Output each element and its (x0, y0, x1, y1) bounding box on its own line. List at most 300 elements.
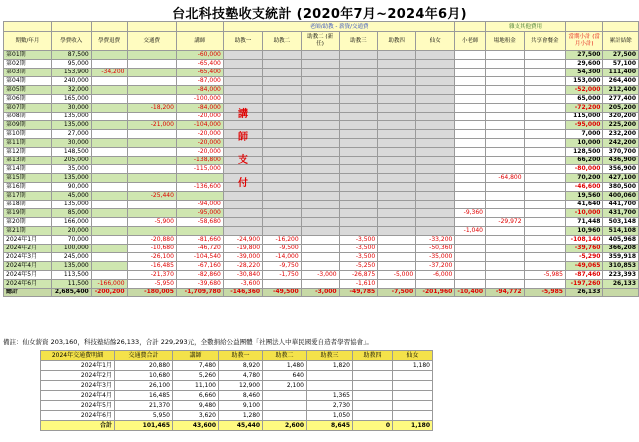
table-cell (378, 130, 416, 139)
table-row (4, 68, 639, 77)
table-cell (486, 165, 525, 174)
table-cell (301, 138, 339, 147)
table-cell: -20,000 (176, 147, 223, 156)
transport-cell (393, 411, 433, 421)
table-cell (301, 103, 339, 112)
table-cell (91, 156, 127, 165)
table-cell (455, 103, 486, 112)
transport-cell (393, 371, 433, 381)
period-label: 2024年1月 (4, 235, 52, 244)
table-cell (486, 209, 525, 218)
table-cell (176, 191, 223, 200)
table-cell (91, 209, 127, 218)
table-cell (223, 218, 262, 227)
table-cell (339, 130, 378, 139)
table-cell (127, 226, 176, 235)
table-cell (339, 226, 378, 235)
table-cell (524, 209, 565, 218)
table-row (4, 59, 639, 68)
table-cell: 135,000 (51, 112, 91, 121)
period-label: 第13期 (4, 156, 52, 165)
table-cell (127, 165, 176, 174)
table-cell (301, 86, 339, 95)
table-cell (486, 147, 525, 156)
period-label: 第19期 (4, 209, 52, 218)
column-header: 交通費 (127, 32, 176, 51)
table-cell (223, 209, 262, 218)
period-label: 2024年3月 (4, 253, 52, 262)
column-header: 助教一 (223, 32, 262, 51)
table-cell (486, 103, 525, 112)
period-label: 第15期 (4, 174, 52, 183)
table-cell (223, 226, 262, 235)
table-cell (486, 77, 525, 86)
period-label: 2024年4月 (4, 262, 52, 271)
table-cell: -20,880 (127, 235, 176, 244)
table-cell: -39,760 (565, 244, 603, 253)
total-cell: -1,709,780 (176, 288, 223, 297)
table-cell (416, 147, 455, 156)
column-header: 講師 (176, 32, 223, 51)
table-cell: -25,440 (127, 191, 176, 200)
table-cell (524, 218, 565, 227)
table-cell: -14,000 (263, 253, 302, 262)
table-cell (339, 218, 378, 227)
table-cell (455, 174, 486, 183)
table-cell: 245,000 (51, 253, 91, 262)
total-label: 總計 (4, 288, 52, 297)
table-cell (378, 191, 416, 200)
table-cell (486, 191, 525, 200)
table-row (4, 262, 639, 271)
table-cell (486, 112, 525, 121)
table-cell (524, 174, 565, 183)
period-label: 第05期 (4, 86, 52, 95)
table-cell (378, 200, 416, 209)
table-cell (91, 112, 127, 121)
table-cell: -16,200 (263, 235, 302, 244)
table-cell (91, 121, 127, 130)
table-cell (263, 86, 302, 95)
table-cell (416, 218, 455, 227)
table-cell (301, 244, 339, 253)
transport-total-row (41, 421, 433, 431)
table-cell: 87,500 (51, 51, 91, 60)
table-cell: -104,000 (176, 121, 223, 130)
table-cell (91, 94, 127, 103)
transport-cell (353, 381, 393, 391)
table-cell (455, 270, 486, 279)
header-blank (176, 22, 223, 32)
table-cell (176, 226, 223, 235)
table-cell (263, 218, 302, 227)
table-cell (176, 174, 223, 183)
paid-char: 支 (237, 155, 248, 167)
transport-cell: 21,370 (115, 401, 173, 411)
table-cell: -37,200 (416, 262, 455, 271)
table-cell (127, 112, 176, 121)
table-cell (378, 165, 416, 174)
transport-month: 2024年1月 (41, 361, 115, 371)
table-cell: -24,900 (223, 235, 262, 244)
table-cell (127, 156, 176, 165)
transport-cell: 7,480 (173, 361, 219, 371)
transport-cell: 10,680 (115, 371, 173, 381)
transport-cell: 5,950 (115, 411, 173, 421)
table-cell (263, 121, 302, 130)
table-cell (91, 191, 127, 200)
table-cell (455, 51, 486, 60)
table-row (4, 103, 639, 112)
total-cell: -7,500 (378, 288, 416, 297)
transport-month: 2024年4月 (41, 391, 115, 401)
transport-row (41, 361, 433, 371)
table-cell (416, 226, 455, 235)
table-cell: -39,680 (176, 279, 223, 288)
table-cell: -9,500 (263, 244, 302, 253)
table-cell (301, 59, 339, 68)
table-cell: 26,133 (603, 279, 639, 288)
total-cell: -5,985 (524, 288, 565, 297)
table-cell: 427,100 (603, 174, 639, 183)
table-row (4, 191, 639, 200)
table-cell (455, 262, 486, 271)
table-row (4, 165, 639, 174)
column-header: 共享會餐金 (524, 32, 565, 51)
table-cell: -5,985 (524, 270, 565, 279)
table-cell: -3,600 (223, 279, 262, 288)
transport-month: 2024年5月 (41, 401, 115, 411)
table-cell (378, 253, 416, 262)
total-cell (603, 288, 639, 297)
table-row (4, 94, 639, 103)
table-cell (378, 138, 416, 147)
table-cell (301, 218, 339, 227)
table-cell (263, 77, 302, 86)
table-cell (416, 51, 455, 60)
transport-cell (353, 411, 393, 421)
table-cell: -136,600 (176, 182, 223, 191)
transport-cell: 26,100 (115, 381, 173, 391)
table-cell: 10,000 (565, 138, 603, 147)
table-cell (378, 68, 416, 77)
table-row (4, 86, 639, 95)
table-cell (524, 59, 565, 68)
column-header: 期數/年月 (4, 32, 52, 51)
transport-column-header: 2024年交通費明細 (41, 351, 115, 361)
table-cell (416, 68, 455, 77)
table-cell: 148,500 (51, 147, 91, 156)
period-label: 第10期 (4, 130, 52, 139)
paid-char: 付 (237, 178, 248, 190)
total-cell: 2,685,400 (51, 288, 91, 297)
total-cell: -200,200 (91, 288, 127, 297)
table-cell: -72,200 (565, 103, 603, 112)
table-cell: 30,000 (51, 103, 91, 112)
table-cell: 27,500 (565, 51, 603, 60)
table-cell: 166,000 (51, 218, 91, 227)
transport-column-header: 講師 (173, 351, 219, 361)
table-cell: -9,750 (263, 262, 302, 271)
transport-total-cell: 45,440 (219, 421, 263, 431)
table-cell (416, 59, 455, 68)
table-cell: 66,200 (565, 156, 603, 165)
table-cell (455, 121, 486, 130)
table-cell: 264,400 (603, 77, 639, 86)
transport-cell: 9,100 (219, 401, 263, 411)
table-cell (301, 121, 339, 130)
transport-cell (353, 401, 393, 411)
table-cell: -81,660 (176, 235, 223, 244)
table-cell: -21,370 (127, 270, 176, 279)
table-cell (416, 182, 455, 191)
transport-column-header: 仙女 (393, 351, 433, 361)
table-cell (301, 226, 339, 235)
table-cell: -138,800 (176, 156, 223, 165)
table-cell (524, 77, 565, 86)
table-cell: -1,750 (263, 270, 302, 279)
transport-cell (307, 381, 353, 391)
table-row (4, 200, 639, 209)
table-cell: -29,972 (486, 218, 525, 227)
period-label: 第09期 (4, 121, 52, 130)
lecturer-paid-note (236, 103, 250, 195)
table-row (4, 156, 639, 165)
transport-cell: 1,050 (307, 411, 353, 421)
table-cell: -80,000 (565, 165, 603, 174)
table-cell (91, 59, 127, 68)
table-cell: -65,400 (176, 59, 223, 68)
table-cell (378, 59, 416, 68)
transport-cell: 2,730 (307, 401, 353, 411)
table-cell: -34,200 (91, 68, 127, 77)
transport-row (41, 381, 433, 391)
table-cell (486, 94, 525, 103)
table-cell: -28,220 (223, 262, 262, 271)
table-cell: -35,000 (416, 253, 455, 262)
table-cell (524, 130, 565, 139)
header-group-teacher: 老師/助教 - 薪資/交通費 (223, 22, 454, 32)
table-cell (339, 147, 378, 156)
table-cell (486, 51, 525, 60)
table-cell (91, 253, 127, 262)
table-cell: 165,000 (51, 94, 91, 103)
table-cell: 29,600 (565, 59, 603, 68)
table-cell (486, 121, 525, 130)
table-cell (301, 156, 339, 165)
table-cell: 205,200 (603, 103, 639, 112)
table-cell: -19,800 (223, 244, 262, 253)
column-header: 助教二 (263, 32, 302, 51)
period-label: 第02期 (4, 59, 52, 68)
table-cell (339, 86, 378, 95)
table-cell (301, 191, 339, 200)
table-cell (378, 226, 416, 235)
table-cell (455, 165, 486, 174)
table-cell (486, 182, 525, 191)
table-cell (455, 235, 486, 244)
transport-cell: 1,480 (263, 361, 307, 371)
table-cell (301, 77, 339, 86)
period-label: 第16期 (4, 182, 52, 191)
transport-total-label: 合計 (41, 421, 115, 431)
table-cell: 232,200 (603, 130, 639, 139)
table-cell (455, 68, 486, 77)
table-cell (486, 68, 525, 77)
table-cell (455, 59, 486, 68)
table-cell (263, 68, 302, 77)
table-cell (263, 59, 302, 68)
paid-char: 講 (237, 109, 248, 121)
table-cell (416, 130, 455, 139)
table-row (4, 174, 639, 183)
table-cell: -52,000 (565, 86, 603, 95)
table-cell: 212,400 (603, 86, 639, 95)
table-cell (91, 138, 127, 147)
table-cell: -94,000 (176, 200, 223, 209)
table-cell (339, 182, 378, 191)
column-header: 累計結餘 (603, 32, 639, 51)
table-cell (486, 138, 525, 147)
table-cell (301, 279, 339, 288)
table-cell: 11,500 (51, 279, 91, 288)
table-cell (378, 86, 416, 95)
table-cell (455, 244, 486, 253)
period-label: 第20期 (4, 218, 52, 227)
table-cell (91, 200, 127, 209)
transport-cell: 12,900 (219, 381, 263, 391)
table-cell (486, 226, 525, 235)
table-cell: 27,000 (51, 130, 91, 139)
table-cell (524, 253, 565, 262)
table-cell (91, 77, 127, 86)
table-cell (91, 51, 127, 60)
table-cell: 135,000 (51, 262, 91, 271)
page-title: 台北科技塾收支統計 (2020年7月~2024年6月) (172, 7, 467, 22)
column-header: 仙女 (416, 32, 455, 51)
table-cell: -10,000 (565, 209, 603, 218)
table-cell (486, 253, 525, 262)
table-cell: -30,840 (223, 270, 262, 279)
table-cell (378, 156, 416, 165)
table-cell (339, 59, 378, 68)
table-cell (127, 86, 176, 95)
table-cell: 128,500 (565, 147, 603, 156)
column-header: 小老師 (455, 32, 486, 51)
table-row (4, 279, 639, 288)
table-cell (416, 209, 455, 218)
table-cell (416, 165, 455, 174)
table-cell (524, 165, 565, 174)
table-cell (416, 156, 455, 165)
transport-total-cell: 8,645 (307, 421, 353, 431)
column-header: 助教二 (新任) (301, 32, 339, 51)
table-cell (301, 130, 339, 139)
table-cell (486, 200, 525, 209)
table-cell: -9,360 (455, 209, 486, 218)
table-cell (263, 279, 302, 288)
header-blank (603, 22, 639, 32)
table-cell (416, 77, 455, 86)
table-cell: -10,680 (127, 244, 176, 253)
table-cell (91, 262, 127, 271)
table-cell (91, 235, 127, 244)
table-cell: 45,000 (51, 191, 91, 200)
table-cell: -6,000 (416, 270, 455, 279)
table-cell: -3,500 (339, 253, 378, 262)
table-cell: 70,200 (565, 174, 603, 183)
table-cell: 431,700 (603, 209, 639, 218)
table-cell (263, 138, 302, 147)
transport-cell: 11,100 (173, 381, 219, 391)
table-cell: 85,000 (51, 209, 91, 218)
column-header: 當期小計 (當月小計) (565, 32, 603, 51)
transport-column-header: 助教三 (307, 351, 353, 361)
table-cell: -46,720 (176, 244, 223, 253)
table-cell (301, 51, 339, 60)
table-cell: -87,460 (565, 270, 603, 279)
header-blank (127, 22, 176, 32)
total-cell: -10,400 (455, 288, 486, 297)
table-cell (301, 68, 339, 77)
table-cell (91, 174, 127, 183)
table-cell (263, 103, 302, 112)
total-cell: -3,000 (301, 288, 339, 297)
table-cell: 100,000 (51, 244, 91, 253)
table-cell (263, 156, 302, 165)
table-cell: -1,610 (339, 279, 378, 288)
period-label: 2024年6月 (4, 279, 52, 288)
transport-cell: 20,880 (115, 361, 173, 371)
header-blank (4, 22, 52, 32)
table-cell (127, 94, 176, 103)
table-cell (524, 156, 565, 165)
period-label: 第12期 (4, 147, 52, 156)
table-cell (524, 112, 565, 121)
table-cell (524, 235, 565, 244)
table-cell: 35,000 (51, 165, 91, 174)
transport-cell: 5,260 (173, 371, 219, 381)
table-cell (339, 191, 378, 200)
table-cell: -5,290 (565, 253, 603, 262)
table-cell (263, 94, 302, 103)
table-cell (263, 165, 302, 174)
table-cell (416, 174, 455, 183)
table-cell: -5,000 (378, 270, 416, 279)
header-group-row (4, 22, 639, 32)
table-cell: 19,560 (565, 191, 603, 200)
table-cell (416, 112, 455, 121)
table-row (4, 226, 639, 235)
table-row (4, 244, 639, 253)
header-row (4, 32, 639, 51)
table-cell (301, 209, 339, 218)
transport-row (41, 401, 433, 411)
transport-total-cell: 1,180 (393, 421, 433, 431)
transport-month: 2024年6月 (41, 411, 115, 421)
table-cell (455, 279, 486, 288)
transport-cell (263, 411, 307, 421)
transport-cell (353, 361, 393, 371)
transport-cell: 4,780 (219, 371, 263, 381)
table-cell (339, 156, 378, 165)
table-cell (524, 94, 565, 103)
table-cell: 65,000 (565, 94, 603, 103)
table-cell (378, 279, 416, 288)
table-cell (455, 200, 486, 209)
table-cell (524, 279, 565, 288)
table-cell (263, 174, 302, 183)
